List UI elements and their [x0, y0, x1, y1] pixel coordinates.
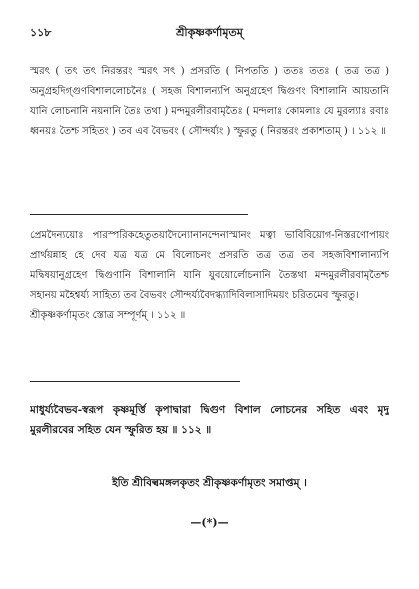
page-header [30, 24, 389, 40]
running-title: শ্রীকৃষ্ণকর্ণামৃতম্ [176, 26, 243, 39]
commentary-paragraph-2-end: শ্রীকৃষ্ণকর্ণামৃতং স্তোত্র সম্পূর্ণম্ । ১১২ ॥ [30, 310, 186, 321]
section-divider-1 [30, 214, 248, 215]
section-divider-2 [30, 381, 240, 382]
translation-paragraph: মাধুর্য্যবৈভব-স্বরূপ কৃষ্ণমূর্ত্তি কৃপাদ্বারা দ্বিগুণ বিশাল লোচনের সহিত এবং মৃদু মুরলীরবের সহিত যেন স্ফুরিত হয় ॥ ১১২ ॥ [30, 404, 389, 436]
commentary-paragraph-1: স্মরৎ ( তৎ তৎ নিরন্তরং স্মরৎ সৎ ) প্রসরতি ( নিপততি ) ততঃ ততঃ ( তত্র তত্র ) অনুগ্রহদিগ্গুণবিশাললোচনৈঃ ( সহজ বিশালন্যপি অনুগ্রহেণ দ্বিগুণং বিশালানি আয়তানি যানি লোচনানি নয়নানি তৈঃ তথা ) মন্দমুরলীরবামৃতৈঃ ( মন্দলাঃ কোমলাঃ যে মুরল্যাঃ রবাঃ ধ্বনয়ঃ তৈশ্চ সহিতং ) তব এব বৈভবং ( সৌন্দর্য্যং ) স্ফুরতু ( নিরন্তরং প্রকাশতাম্ ) । ১১২ ॥ [30, 66, 389, 137]
page-number: ১১৮ [30, 26, 52, 39]
commentary-paragraph-2 [30, 226, 389, 372]
colophon: ইতি শ্রীবিল্বমঙ্গলকৃতং শ্রীকৃষ্ণকর্ণামৃতং সমাপ্তম্ । [112, 477, 307, 489]
commentary-paragraph-2-text: প্রেমদৈন্যয়োঃ পারস্পরিকহেতুতয়াদৈন্যোনানন্দেনাস্মানং মত্বা ভাবিবিয়োগ-নিস্তরণোপায়ং প্রার্থয়ন্নাহ হে দেব যত্র যত্র মে বিলোচনং প্রসরতি তত্র তত্র তব সহজবিশালান্যপি মদ্বিষয়ানুগ্রহেণ দ্বিগুণানি বিশালানি যানি যুবয়োর্লোচনানি তৈস্তথা মন্দমুরলীরবামৃতৈশ্চ সহানয় মহৈশ্বর্য্য সাহিত্য তব বৈভবং সৌন্দর্য্যবৈদগ্ধ্যাদিবিলাসাদিময়ং চরিতমেব স্ফুরতু। [30, 230, 389, 301]
end-ornament: —(*)— [190, 516, 229, 529]
